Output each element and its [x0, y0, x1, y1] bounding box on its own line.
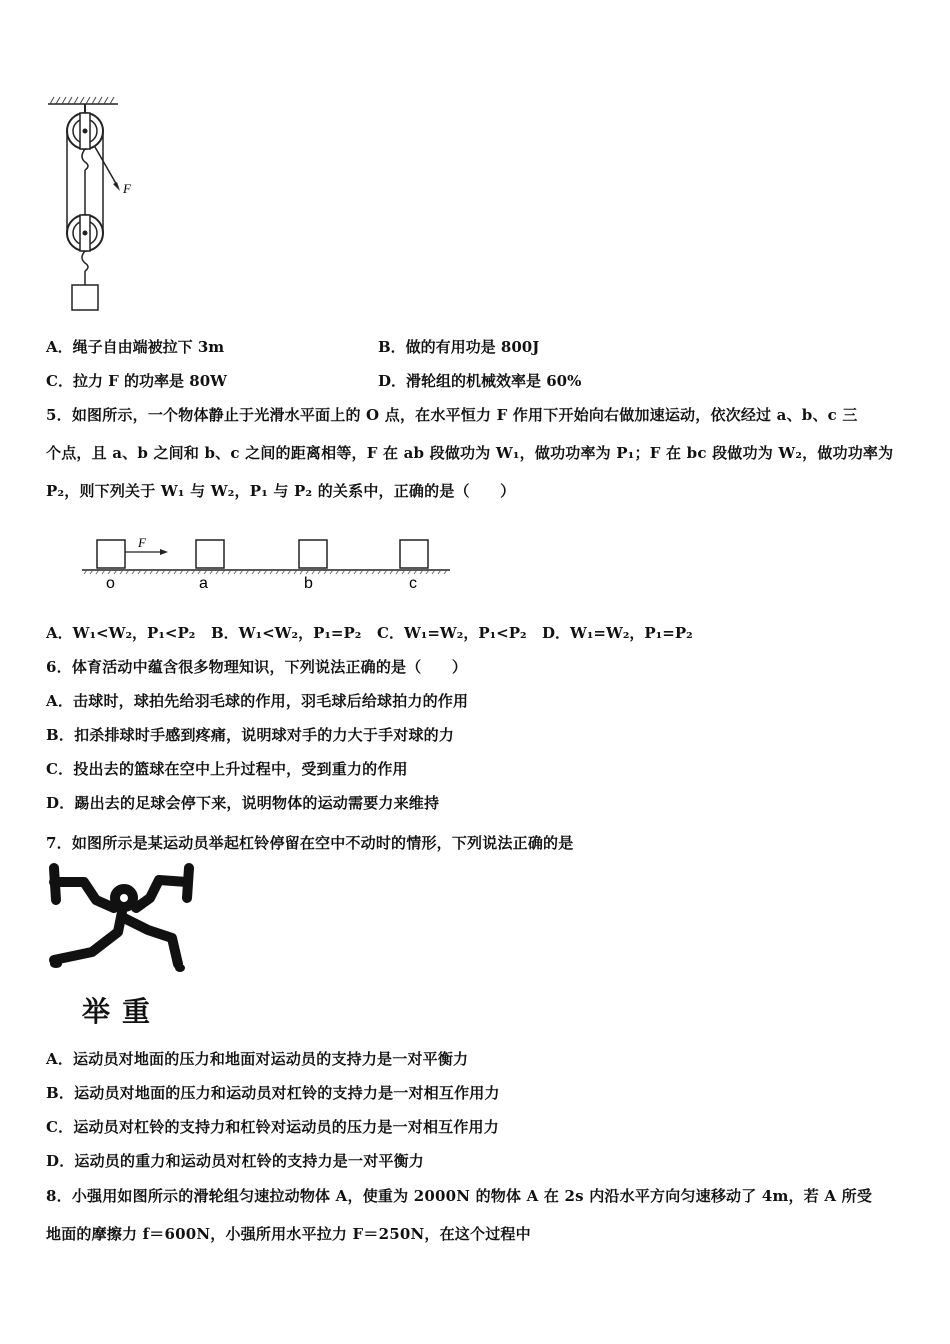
- q4-option-a: A．绳子自由端被拉下 3m: [46, 338, 225, 356]
- figure-caption: 举重: [82, 995, 163, 1028]
- q8-stem-line2: 地面的摩擦力 f＝600N，小强所用水平拉力 F＝250N，在这个过程中: [46, 1225, 531, 1243]
- point-label-o: o: [106, 575, 115, 592]
- q4-option-b: B．做的有用功是 800J: [378, 338, 540, 356]
- q5-stem-line1: 5．如图所示，一个物体静止于光滑水平面上的 O 点，在水平恒力 F 作用下开始向右做加速运动，依次经过 a、b、c 三: [46, 406, 858, 424]
- q5-option-b: B．W₁<W₂，P₁=P₂: [211, 624, 362, 642]
- point-label-c: c: [409, 575, 417, 592]
- q7-option-d: D．运动员的重力和运动员对杠铃的支持力是一对平衡力: [46, 1152, 425, 1170]
- q8-stem-line1: 8．小强用如图所示的滑轮组匀速拉动物体 A，使重为 2000N 的物体 A 在 2s 内沿水平方向匀速移动了 4m，若 A 所受: [46, 1187, 873, 1205]
- q6-stem: 6．体育活动中蕴含很多物理知识，下列说法正确的是（ ）: [46, 658, 468, 676]
- q5-option-d: D．W₁=W₂，P₁=P₂: [542, 624, 693, 642]
- q5-option-c: C．W₁=W₂，P₁<P₂: [377, 624, 527, 642]
- weight-block: [72, 285, 98, 310]
- pulley-system-figure: [40, 95, 150, 317]
- block-at-b: [299, 540, 327, 568]
- q4-option-c: C．拉力 F 的功率是 80W: [46, 372, 227, 390]
- q6-option-d: D．踢出去的足球会停下来，说明物体的运动需要力来维持: [46, 794, 440, 812]
- q6-option-a: A．击球时，球拍先给羽毛球的作用，羽毛球后给球拍力的作用: [46, 692, 469, 710]
- q7-option-a: A．运动员对地面的压力和地面对运动员的支持力是一对平衡力: [46, 1050, 469, 1068]
- weightlifter-figure: [44, 860, 204, 980]
- force-label: F: [123, 181, 131, 196]
- q7-option-c: C．运动员对杠铃的支持力和杠铃对运动员的压力是一对相互作用力: [46, 1118, 499, 1136]
- force-label: F: [138, 535, 146, 550]
- free-rope-end: [95, 147, 118, 187]
- point-label-b: b: [304, 575, 313, 592]
- motion-figure: [78, 530, 458, 596]
- movable-pulley: [67, 215, 103, 251]
- block-at-o: [97, 540, 125, 568]
- ceiling-hatching: [50, 97, 114, 104]
- block-at-a: [196, 540, 224, 568]
- q7-option-b: B．运动员对地面的压力和运动员对杠铃的支持力是一对相互作用力: [46, 1084, 500, 1102]
- weightlifter-strokes: [54, 868, 189, 964]
- fixed-pulley: [67, 113, 103, 149]
- hook: [82, 251, 88, 271]
- q7-stem: 7．如图所示是某运动员举起杠铃停留在空中不动时的情形，下列说法正确的是: [46, 834, 574, 852]
- hook: [82, 149, 88, 170]
- force-arrowhead: [113, 182, 120, 191]
- q5-option-a: A．W₁<W₂，P₁<P₂: [46, 624, 196, 642]
- q5-stem-line2: 个点，且 a、b 之间和 b、c 之间的距离相等，F 在 ab 段做功为 W₁，做功功率为 P₁；F 在 bc 段做功为 W₂，做功功率为: [46, 444, 894, 462]
- q5-stem-line3: P₂，则下列关于 W₁ 与 W₂，P₁ 与 P₂ 的关系中，正确的是（ ）: [46, 482, 516, 500]
- q6-option-c: C．投出去的篮球在空中上升过程中，受到重力的作用: [46, 760, 408, 778]
- force-arrowhead: [160, 549, 168, 555]
- point-label-a: a: [199, 575, 208, 592]
- q6-option-b: B．扣杀排球时手感到疼痛，说明球对手的力大于手对球的力: [46, 726, 455, 744]
- block-at-c: [400, 540, 428, 568]
- q4-option-d: D．滑轮组的机械效率是 60%: [378, 372, 582, 390]
